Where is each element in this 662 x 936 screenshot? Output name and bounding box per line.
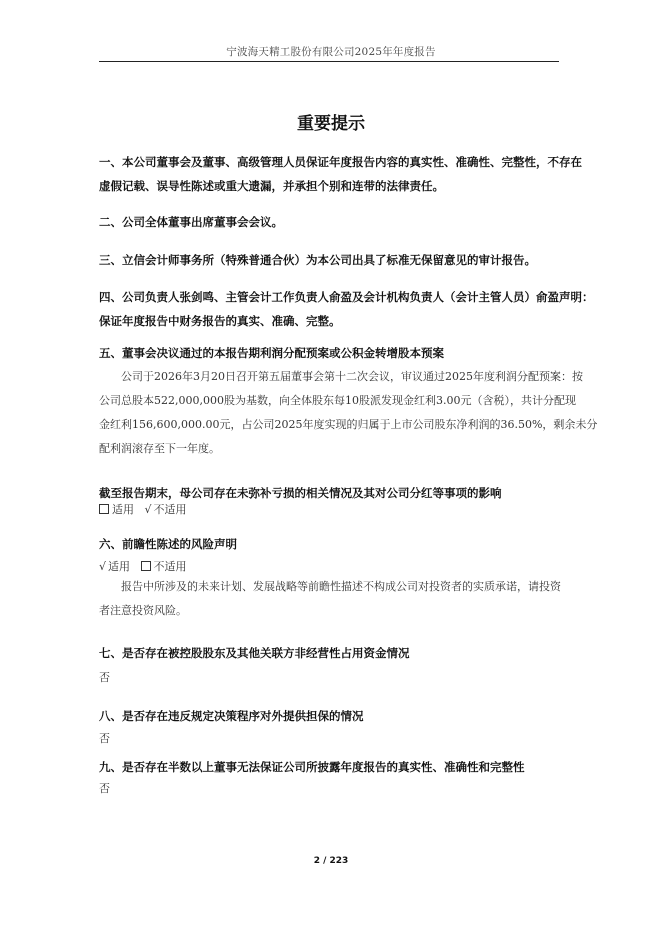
checkbox-icon xyxy=(141,561,151,571)
checkbox-icon xyxy=(99,504,109,514)
item-8-answer: 否 xyxy=(99,732,110,745)
item-5-line-3: 金红利156,600,000.00元，占公司2025年度实现的归属于上市公司股东净利润的36.50%，剩余未分 xyxy=(99,418,598,431)
item-5-line-2: 公司总股本522,000,000股为基数，向全体股东每10股派发现金红利3.00元（含税），共计分配现 xyxy=(99,394,576,407)
item-5-paragraph xyxy=(99,365,598,461)
item-6-opt-not-applicable: 不适用 xyxy=(153,560,187,573)
item-6-paragraph xyxy=(99,575,569,623)
item-7-answer: 否 xyxy=(99,671,110,684)
item-5-line-4: 配利润滚存至下一年度。 xyxy=(99,442,220,455)
loss-opt-not-applicable: 不适用 xyxy=(153,503,187,516)
item-9-answer: 否 xyxy=(99,782,110,795)
page-number: 2 / 223 xyxy=(313,856,349,866)
item-1-line-2: 虚假记载、误导性陈述或重大遗漏，并承担个别和连带的法律责任。 xyxy=(99,179,444,193)
loss-heading: 截至报告期末，母公司存在未弥补亏损的相关情况及其对公司分红等事项的影响 xyxy=(99,486,502,500)
item-6-options xyxy=(99,558,187,574)
item-5-line-1: 公司于2026年3月20日召开第五届董事会第十二次会议，审议通过2025年度利润分配预案：按 xyxy=(121,370,583,383)
item-8-heading: 八、是否存在违反规定决策程序对外提供担保的情况 xyxy=(99,709,364,723)
page-header: 宁波海天精工股份有限公司2025年年度报告 xyxy=(226,46,436,58)
page-title: 重要提示 xyxy=(297,114,365,134)
checkmark-icon: √ xyxy=(144,503,152,516)
item-1-line-1: 一、本公司董事会及董事、高级管理人员保证年度报告内容的真实性、准确性、完整性，不存在 xyxy=(99,155,582,169)
item-6-line-2: 者注意投资风险。 xyxy=(99,604,187,617)
item-6-opt-applicable: 适用 xyxy=(108,560,131,573)
item-4-text xyxy=(99,285,594,333)
checkmark-icon: √ xyxy=(99,560,107,573)
header-divider xyxy=(99,61,559,62)
item-4-line-1: 四、公司负责人张剑鸣、主管会计工作负责人俞盈及会计机构负责人（会计主管人员）俞盈声明： xyxy=(99,290,594,304)
item-7-heading: 七、是否存在被控股股东及其他关联方非经营性占用资金情况 xyxy=(99,646,410,660)
item-2-text: 二、公司全体董事出席董事会会议。 xyxy=(99,215,283,229)
loss-options xyxy=(99,501,187,517)
item-5-heading: 五、董事会决议通过的本报告期利润分配预案或公积金转增股本预案 xyxy=(99,346,444,360)
item-9-heading: 九、是否存在半数以上董事无法保证公司所披露年度报告的真实性、准确性和完整性 xyxy=(99,760,525,774)
item-6-heading: 六、前瞻性陈述的风险声明 xyxy=(99,537,237,551)
item-1-text xyxy=(99,150,582,198)
loss-opt-applicable: 适用 xyxy=(112,503,134,516)
item-4-line-2: 保证年度报告中财务报告的真实、准确、完整。 xyxy=(99,314,341,328)
item-3-text: 三、立信会计师事务所（特殊普通合伙）为本公司出具了标准无保留意见的审计报告。 xyxy=(99,253,536,267)
item-6-line-1: 报告中所涉及的未来计划、发展战略等前瞻性描述不构成公司对投资者的实质承诺，请投资 xyxy=(121,580,561,593)
